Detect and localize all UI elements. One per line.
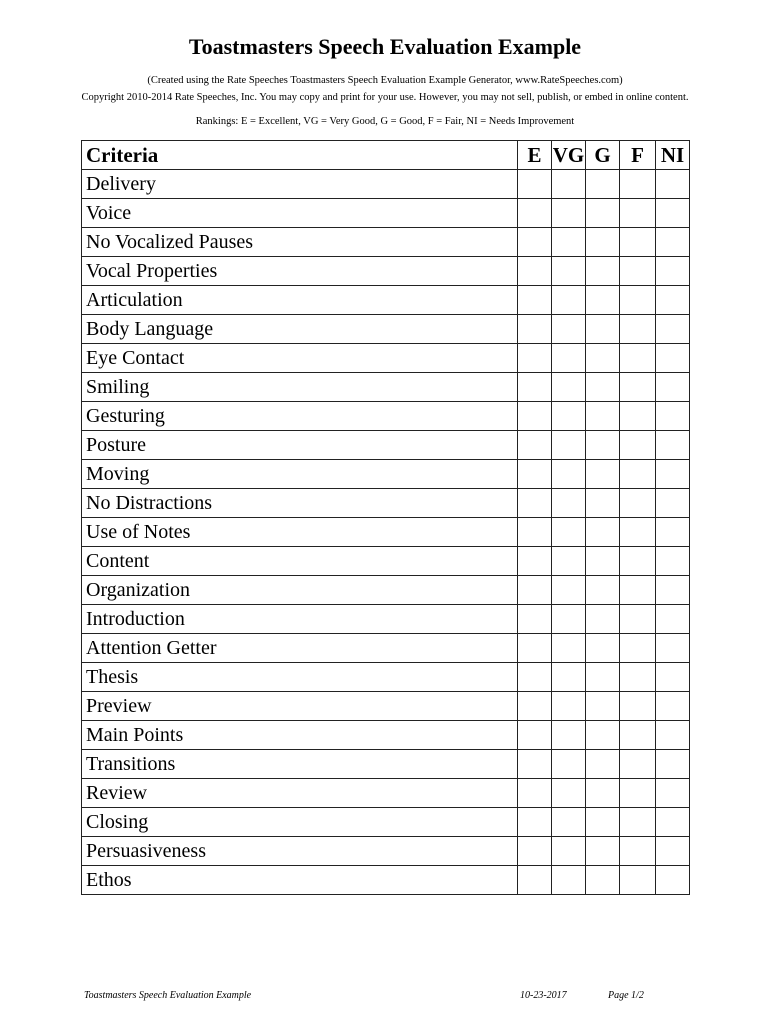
footer-date: 10-23-2017 [520, 990, 567, 1001]
criteria-label: Preview [82, 692, 518, 721]
criteria-label: Attention Getter [82, 634, 518, 663]
rating-cell-ni[interactable] [656, 576, 690, 605]
rating-cell-vg[interactable] [552, 518, 586, 547]
rating-cell-e[interactable] [518, 344, 552, 373]
rating-cell-ni[interactable] [656, 663, 690, 692]
rating-cell-e[interactable] [518, 576, 552, 605]
rating-cell-f[interactable] [620, 576, 656, 605]
table-row [82, 315, 690, 344]
criteria-label: Main Points [82, 721, 518, 750]
rating-cell-e[interactable] [518, 547, 552, 576]
evaluation-table [81, 140, 690, 895]
rating-cell-f[interactable] [620, 663, 656, 692]
rating-cell-f[interactable] [620, 286, 656, 315]
criteria-label: No Vocalized Pauses [82, 228, 518, 257]
rating-cell-ni[interactable] [656, 750, 690, 779]
rating-cell-ni[interactable] [656, 315, 690, 344]
rating-cell-f[interactable] [620, 750, 656, 779]
rating-cell-f[interactable] [620, 808, 656, 837]
criteria-label: Organization [82, 576, 518, 605]
rating-cell-ni[interactable] [656, 692, 690, 721]
rating-cell-g[interactable] [586, 170, 620, 199]
rating-cell-ni[interactable] [656, 721, 690, 750]
criteria-label: Thesis [82, 663, 518, 692]
rating-cell-ni[interactable] [656, 518, 690, 547]
footer-doc-name: Toastmasters Speech Evaluation Example [84, 990, 252, 1001]
rating-cell-vg[interactable] [552, 605, 586, 634]
header-vg: VG [552, 141, 586, 170]
rating-cell-ni[interactable] [656, 634, 690, 663]
rating-cell-vg[interactable] [552, 402, 586, 431]
rating-cell-vg[interactable] [552, 170, 586, 199]
rating-cell-f[interactable] [620, 315, 656, 344]
rating-cell-f[interactable] [620, 257, 656, 286]
rating-cell-vg[interactable] [552, 837, 586, 866]
rating-cell-e[interactable] [518, 402, 552, 431]
rating-cell-ni[interactable] [656, 286, 690, 315]
rating-cell-f[interactable] [620, 605, 656, 634]
criteria-label: No Distractions [82, 489, 518, 518]
rating-cell-e[interactable] [518, 286, 552, 315]
rating-cell-g[interactable] [586, 692, 620, 721]
criteria-label: Posture [82, 431, 518, 460]
rating-cell-e[interactable] [518, 170, 552, 199]
table-row [82, 634, 690, 663]
rating-cell-e[interactable] [518, 692, 552, 721]
rating-cell-g[interactable] [586, 808, 620, 837]
rating-cell-vg[interactable] [552, 663, 586, 692]
table-row [82, 576, 690, 605]
rating-cell-e[interactable] [518, 460, 552, 489]
rating-cell-e[interactable] [518, 257, 552, 286]
rating-cell-ni[interactable] [656, 547, 690, 576]
rating-cell-e[interactable] [518, 315, 552, 344]
table-row [82, 344, 690, 373]
rating-cell-g[interactable] [586, 286, 620, 315]
table-row [82, 286, 690, 315]
rating-cell-ni[interactable] [656, 460, 690, 489]
table-row [82, 170, 690, 199]
criteria-label: Articulation [82, 286, 518, 315]
rating-cell-f[interactable] [620, 692, 656, 721]
rating-cell-g[interactable] [586, 576, 620, 605]
criteria-label: Smiling [82, 373, 518, 402]
rating-cell-g[interactable] [586, 257, 620, 286]
rating-cell-vg[interactable] [552, 315, 586, 344]
table-row [82, 866, 690, 895]
table-row [82, 808, 690, 837]
header-criteria: Criteria [82, 141, 518, 170]
rating-cell-f[interactable] [620, 228, 656, 257]
rating-cell-ni[interactable] [656, 228, 690, 257]
rating-cell-e[interactable] [518, 866, 552, 895]
table-row [82, 257, 690, 286]
rating-cell-e[interactable] [518, 634, 552, 663]
rating-cell-g[interactable] [586, 663, 620, 692]
table-row [82, 431, 690, 460]
criteria-label: Closing [82, 808, 518, 837]
rating-cell-e[interactable] [518, 808, 552, 837]
rating-cell-e[interactable] [518, 431, 552, 460]
rating-cell-ni[interactable] [656, 170, 690, 199]
rating-cell-vg[interactable] [552, 750, 586, 779]
rating-cell-g[interactable] [586, 866, 620, 895]
table-row [82, 837, 690, 866]
rating-cell-e[interactable] [518, 373, 552, 402]
rating-cell-e[interactable] [518, 518, 552, 547]
header-g: G [586, 141, 620, 170]
rating-cell-g[interactable] [586, 547, 620, 576]
rating-cell-ni[interactable] [656, 779, 690, 808]
rating-cell-f[interactable] [620, 866, 656, 895]
rating-cell-g[interactable] [586, 779, 620, 808]
criteria-label: Ethos [82, 866, 518, 895]
rating-cell-vg[interactable] [552, 634, 586, 663]
rating-cell-ni[interactable] [656, 605, 690, 634]
table-row [82, 373, 690, 402]
rating-cell-vg[interactable] [552, 721, 586, 750]
rating-cell-ni[interactable] [656, 837, 690, 866]
rating-cell-f[interactable] [620, 837, 656, 866]
rating-cell-g[interactable] [586, 199, 620, 228]
rating-cell-g[interactable] [586, 518, 620, 547]
table-row [82, 460, 690, 489]
rating-cell-f[interactable] [620, 199, 656, 228]
rating-cell-ni[interactable] [656, 199, 690, 228]
rating-cell-f[interactable] [620, 460, 656, 489]
rating-cell-f[interactable] [620, 373, 656, 402]
rating-cell-f[interactable] [620, 170, 656, 199]
rating-cell-g[interactable] [586, 402, 620, 431]
rating-cell-e[interactable] [518, 489, 552, 518]
criteria-label: Moving [82, 460, 518, 489]
criteria-label: Introduction [82, 605, 518, 634]
rating-cell-g[interactable] [586, 315, 620, 344]
rating-cell-vg[interactable] [552, 199, 586, 228]
rating-cell-vg[interactable] [552, 344, 586, 373]
criteria-label: Review [82, 779, 518, 808]
rating-cell-f[interactable] [620, 721, 656, 750]
criteria-label: Use of Notes [82, 518, 518, 547]
rating-cell-e[interactable] [518, 837, 552, 866]
table-row [82, 663, 690, 692]
rating-cell-e[interactable] [518, 663, 552, 692]
rating-cell-vg[interactable] [552, 866, 586, 895]
rating-cell-f[interactable] [620, 634, 656, 663]
rating-cell-g[interactable] [586, 489, 620, 518]
rating-cell-g[interactable] [586, 228, 620, 257]
rating-cell-f[interactable] [620, 344, 656, 373]
rating-cell-g[interactable] [586, 750, 620, 779]
header-ni: NI [656, 141, 690, 170]
rating-cell-vg[interactable] [552, 460, 586, 489]
table-row [82, 518, 690, 547]
rating-cell-vg[interactable] [552, 286, 586, 315]
rating-cell-e[interactable] [518, 779, 552, 808]
criteria-label: Gesturing [82, 402, 518, 431]
rating-cell-vg[interactable] [552, 228, 586, 257]
rating-cell-g[interactable] [586, 837, 620, 866]
rating-cell-f[interactable] [620, 779, 656, 808]
header-f: F [620, 141, 656, 170]
rankings-legend: Rankings: E = Excellent, VG = Very Good, G = Good, F = Fair, NI = Needs Improvement [195, 116, 575, 127]
rating-cell-vg[interactable] [552, 373, 586, 402]
rating-cell-vg[interactable] [552, 576, 586, 605]
rating-cell-ni[interactable] [656, 808, 690, 837]
rating-cell-g[interactable] [586, 344, 620, 373]
table-row [82, 721, 690, 750]
table-row [82, 779, 690, 808]
criteria-label: Delivery [82, 170, 518, 199]
rating-cell-g[interactable] [586, 373, 620, 402]
rating-cell-ni[interactable] [656, 866, 690, 895]
rating-cell-ni[interactable] [656, 373, 690, 402]
rating-cell-g[interactable] [586, 460, 620, 489]
rating-cell-f[interactable] [620, 431, 656, 460]
rating-cell-g[interactable] [586, 721, 620, 750]
rating-cell-ni[interactable] [656, 344, 690, 373]
rating-cell-vg[interactable] [552, 431, 586, 460]
table-row [82, 199, 690, 228]
rating-cell-e[interactable] [518, 721, 552, 750]
rating-cell-f[interactable] [620, 402, 656, 431]
table-row [82, 750, 690, 779]
table-row [82, 402, 690, 431]
table-row [82, 489, 690, 518]
rating-cell-vg[interactable] [552, 779, 586, 808]
rating-cell-vg[interactable] [552, 489, 586, 518]
rating-cell-vg[interactable] [552, 547, 586, 576]
rating-cell-ni[interactable] [656, 402, 690, 431]
rating-cell-g[interactable] [586, 431, 620, 460]
copyright-line: Copyright 2010-2014 Rate Speeches, Inc. You may copy and print for your use. However, you may not sell, publish, or embed in online content. [81, 92, 689, 103]
criteria-label: Persuasiveness [82, 837, 518, 866]
criteria-label: Vocal Properties [82, 257, 518, 286]
rating-cell-vg[interactable] [552, 257, 586, 286]
page-title: Toastmasters Speech Evaluation Example [188, 34, 582, 59]
subtitle-block [0, 72, 770, 106]
rating-cell-e[interactable] [518, 228, 552, 257]
rating-cell-g[interactable] [586, 605, 620, 634]
rating-cell-f[interactable] [620, 547, 656, 576]
rating-cell-ni[interactable] [656, 489, 690, 518]
rating-cell-ni[interactable] [656, 431, 690, 460]
table-row [82, 605, 690, 634]
table-row [82, 228, 690, 257]
table-row [82, 547, 690, 576]
rating-cell-vg[interactable] [552, 808, 586, 837]
footer-page-number: Page 1/2 [608, 990, 644, 1001]
header-e: E [518, 141, 552, 170]
rating-cell-f[interactable] [620, 518, 656, 547]
rating-cell-e[interactable] [518, 605, 552, 634]
rating-cell-ni[interactable] [656, 257, 690, 286]
criteria-label: Body Language [82, 315, 518, 344]
criteria-label: Eye Contact [82, 344, 518, 373]
criteria-label: Content [82, 547, 518, 576]
table-body [82, 170, 690, 895]
rating-cell-f[interactable] [620, 489, 656, 518]
rating-cell-e[interactable] [518, 199, 552, 228]
table-header-row [82, 141, 690, 170]
subtitle-line-1: (Created using the Rate Speeches Toastmasters Speech Evaluation Example Generator, www.RateSpeeches.com) [147, 75, 623, 86]
criteria-label: Voice [82, 199, 518, 228]
rating-cell-e[interactable] [518, 750, 552, 779]
criteria-label: Transitions [82, 750, 518, 779]
rating-cell-g[interactable] [586, 634, 620, 663]
table-row [82, 692, 690, 721]
rating-cell-vg[interactable] [552, 692, 586, 721]
